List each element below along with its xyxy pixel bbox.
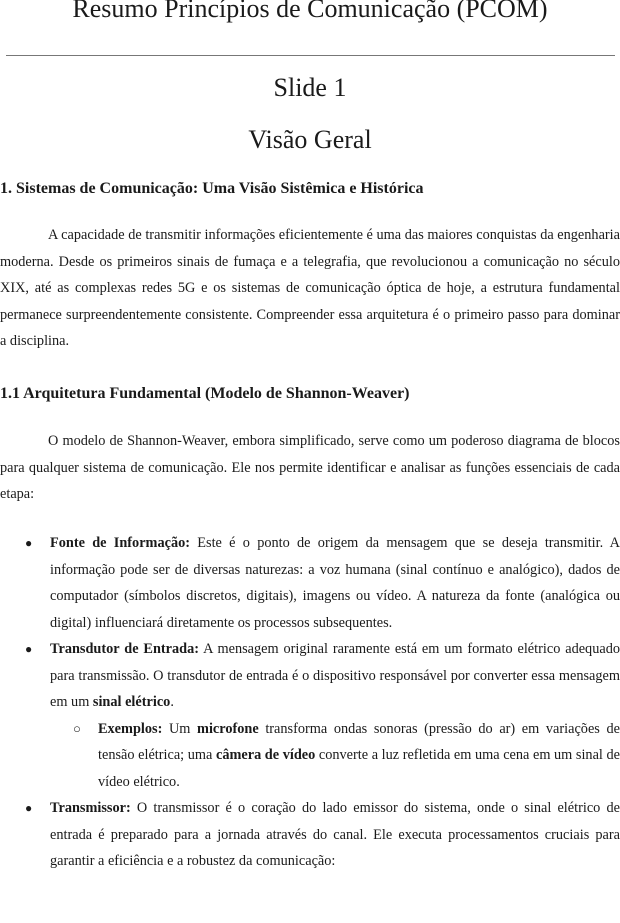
term-examples: Exemplos: <box>98 720 163 737</box>
section-1-1-heading: 1.1 Arquitetura Fundamental (Modelo de Shannon-Weaver) <box>0 385 410 402</box>
emphasis-video-camera: câmera de vídeo <box>215 747 316 763</box>
examples-sublist <box>50 716 620 796</box>
transmitter-description: O transmissor é o coração do lado emissor do sistema, onde o sinal elétrico de entrada é preparado para a jornada através do canal. Ele executa processamentos cruciais para garantir a eficiência e a robustez da comunicação: <box>50 800 620 869</box>
emphasis-microphone: microfone <box>197 720 259 737</box>
section-1-1-paragraph: O modelo de Shannon-Weaver, embora simplificado, serve como um poderoso diagrama de blocos para qualquer sistema de comunicação. Ele nos permite identificar e analisar as funções essenciais de cada etapa: <box>0 433 620 502</box>
emphasis-electric-signal: sinal elétrico <box>92 694 171 710</box>
examples-text-1: Um <box>162 720 198 737</box>
input-transducer-period: . <box>170 694 174 710</box>
list-item-transmitter <box>0 795 620 875</box>
list-item-examples <box>50 716 620 796</box>
examples-text-3: converte a luz refletida em uma cena em um sinal de vídeo elétrico. <box>98 747 620 790</box>
bullet-marker: ● <box>25 536 33 550</box>
term-transmitter: Transmissor: <box>50 800 131 816</box>
subbullet-marker: ○ <box>73 720 81 736</box>
components-list <box>0 530 620 875</box>
slide-heading: Slide 1 <box>273 73 347 102</box>
examples-text-2: transforma ondas sonoras (pressão do ar) em variações de tensão elétrica; uma <box>98 720 620 763</box>
document-title: Resumo Princípios de Comunicação (PCOM) <box>72 0 548 23</box>
overview-heading: Visão Geral <box>248 125 372 154</box>
list-item-input-transducer <box>0 636 620 795</box>
term-input-transducer: Transdutor de Entrada: <box>50 641 200 657</box>
input-transducer-description: A mensagem original raramente está em um formato elétrico adequado para transmissão. O transdutor de entrada é o dispositivo responsável por converter essa mensagem em um <box>50 641 620 710</box>
list-item-information-source <box>0 530 620 636</box>
term-information-source: Fonte de Informação: <box>50 535 191 551</box>
bullet-marker: ● <box>25 801 33 815</box>
title-underline <box>6 55 615 56</box>
section-1-paragraph: A capacidade de transmitir informações eficientemente é uma das maiores conquistas da engenharia moderna. Desde os primeiros sinais de fumaça e a telegrafia, que revolucionou a comunicação no século XIX, até as complexas redes 5G e os sistemas de comunicação óptica de hoje, a estrutura fundamental permanece surpreendentemente consistente. Compreender essa arquitetura é o primeiro passo para dominar a disciplina. <box>0 227 620 349</box>
bullet-marker: ● <box>25 642 33 656</box>
section-1-heading: 1. Sistemas de Comunicação: Uma Visão Sistêmica e Histórica <box>0 180 424 197</box>
information-source-description: Este é o ponto de origem da mensagem que se deseja transmitir. A informação pode ser de diversas naturezas: a voz humana (sinal contínuo e analógico), dados de computador (símbolos discretos, digitais), imagens ou vídeo. A natureza da fonte (analógica ou digital) influenciará diretamente os processos subsequentes. <box>50 535 620 631</box>
